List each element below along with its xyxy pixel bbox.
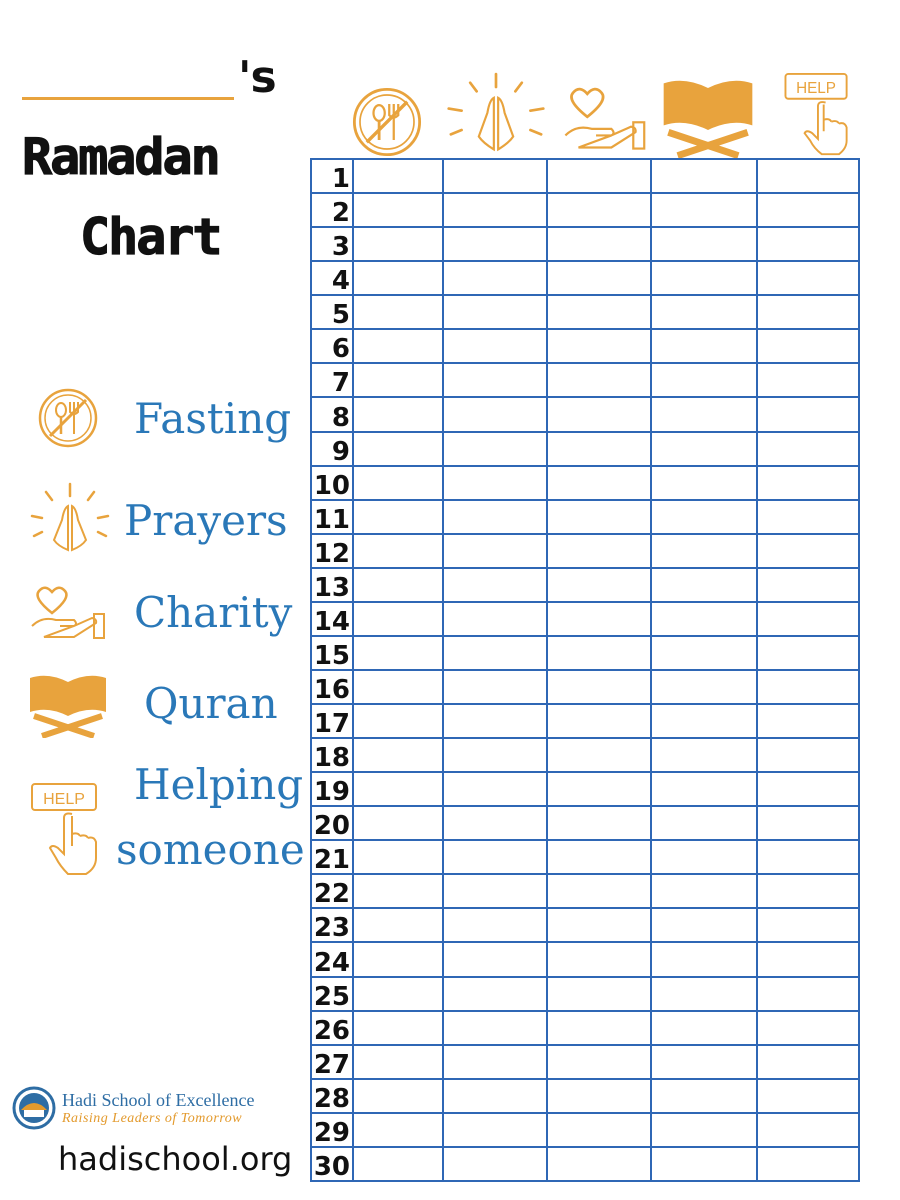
checkbox-cell-prayers[interactable] [443,1011,547,1045]
day-number: 22 [311,874,353,908]
checkbox-cell-prayers[interactable] [443,159,547,193]
help-button-text: HELP [43,791,85,808]
legend-item-charity [28,580,292,644]
open-quran-icon [659,74,757,158]
checkbox-cell-helping[interactable] [757,466,859,500]
column-header-prayers [440,72,552,158]
checkbox-cell-prayers[interactable] [443,261,547,295]
checkbox-cell-quran[interactable] [651,193,757,227]
checkbox-cell-quran[interactable] [651,397,757,431]
checkbox-cell-quran[interactable] [651,942,757,976]
checkbox-cell-helping[interactable] [757,261,859,295]
checkbox-cell-quran[interactable] [651,466,757,500]
day-row [311,432,859,466]
legend-label-prayers: Prayers [124,495,288,545]
day-number: 28 [311,1079,353,1113]
checkbox-cell-helping[interactable] [757,227,859,261]
checkbox-cell-quran[interactable] [651,602,757,636]
day-row [311,942,859,976]
checkbox-cell-helping[interactable] [757,1045,859,1079]
page-title-line2: Chart [80,208,221,266]
checkbox-cell-charity[interactable] [547,738,651,772]
checkbox-cell-prayers[interactable] [443,738,547,772]
day-row [311,977,859,1011]
checkbox-cell-helping[interactable] [757,534,859,568]
day-number: 15 [311,636,353,670]
checkbox-cell-fasting[interactable] [353,977,443,1011]
day-row [311,329,859,363]
checkbox-cell-prayers[interactable] [443,636,547,670]
checkbox-cell-charity[interactable] [547,670,651,704]
checkbox-cell-helping[interactable] [757,329,859,363]
checkbox-cell-quran[interactable] [651,977,757,1011]
checkbox-cell-quran[interactable] [651,1079,757,1113]
checkbox-cell-helping[interactable] [757,1011,859,1045]
day-number: 13 [311,568,353,602]
day-row [311,534,859,568]
day-number: 6 [311,329,353,363]
checkbox-cell-charity[interactable] [547,432,651,466]
checkbox-cell-quran[interactable] [651,1147,757,1181]
checkbox-cell-fasting[interactable] [353,1045,443,1079]
legend-item-quran [26,668,278,738]
checkbox-cell-fasting[interactable] [353,1011,443,1045]
day-row [311,261,859,295]
checkbox-cell-charity[interactable] [547,636,651,670]
heart-hand-icon [28,580,112,644]
checkbox-cell-helping[interactable] [757,568,859,602]
checkbox-cell-prayers[interactable] [443,1113,547,1147]
checkbox-cell-quran[interactable] [651,363,757,397]
day-row [311,227,859,261]
day-number: 9 [311,432,353,466]
checkbox-cell-charity[interactable] [547,466,651,500]
day-number: 29 [311,1113,353,1147]
checkbox-cell-charity[interactable] [547,500,651,534]
checkbox-cell-quran[interactable] [651,704,757,738]
checkbox-cell-fasting[interactable] [353,1079,443,1113]
checkbox-cell-prayers[interactable] [443,329,547,363]
checkbox-cell-charity[interactable] [547,977,651,1011]
checkbox-cell-charity[interactable] [547,704,651,738]
checkbox-cell-fasting[interactable] [353,908,443,942]
day-row [311,159,859,193]
day-number: 17 [311,704,353,738]
checkbox-cell-quran[interactable] [651,840,757,874]
day-row [311,772,859,806]
legend-item-helping [28,760,305,880]
possessive-suffix: 's [238,52,276,103]
day-row [311,874,859,908]
checkbox-cell-prayers[interactable] [443,704,547,738]
checkbox-cell-fasting[interactable] [353,942,443,976]
checkbox-cell-fasting[interactable] [353,193,443,227]
day-number: 11 [311,500,353,534]
checkbox-cell-helping[interactable] [757,1113,859,1147]
checkbox-cell-helping[interactable] [757,295,859,329]
day-number: 20 [311,806,353,840]
checkbox-cell-charity[interactable] [547,908,651,942]
checkbox-cell-prayers[interactable] [443,500,547,534]
school-name: Hadi School of Excellence [62,1089,255,1110]
checkbox-cell-prayers[interactable] [443,874,547,908]
legend-label-helping-line1: Helping [134,760,304,809]
checkbox-cell-fasting[interactable] [353,840,443,874]
day-row [311,806,859,840]
checkbox-cell-prayers[interactable] [443,840,547,874]
column-header-quran [658,72,758,158]
day-number: 27 [311,1045,353,1079]
checkbox-cell-charity[interactable] [547,1113,651,1147]
checkbox-cell-fasting[interactable] [353,159,443,193]
checkbox-cell-prayers[interactable] [443,977,547,1011]
checkbox-cell-prayers[interactable] [443,1147,547,1181]
legend-label-quran: Quran [144,678,278,728]
checkbox-cell-charity[interactable] [547,874,651,908]
checkbox-cell-helping[interactable] [757,806,859,840]
checkbox-cell-charity[interactable] [547,942,651,976]
day-row [311,397,859,431]
day-number: 23 [311,908,353,942]
day-row [311,840,859,874]
legend-label-helping-line2: someone [116,825,305,874]
checkbox-cell-quran[interactable] [651,534,757,568]
checkbox-cell-charity[interactable] [547,1147,651,1181]
page-title-line1: Ramadan [22,128,219,186]
checkbox-cell-charity[interactable] [547,159,651,193]
checkbox-cell-fasting[interactable] [353,397,443,431]
checkbox-cell-prayers[interactable] [443,397,547,431]
checkbox-cell-charity[interactable] [547,806,651,840]
day-number: 7 [311,363,353,397]
checkbox-cell-quran[interactable] [651,806,757,840]
checkbox-cell-quran[interactable] [651,772,757,806]
day-row [311,363,859,397]
checkbox-cell-prayers[interactable] [443,432,547,466]
column-header-helping [774,72,860,158]
tracking-grid [310,158,860,1182]
checkbox-cell-charity[interactable] [547,1079,651,1113]
day-number: 25 [311,977,353,1011]
checkbox-cell-charity[interactable] [547,568,651,602]
checkbox-cell-fasting[interactable] [353,806,443,840]
day-number: 18 [311,738,353,772]
day-row [311,1011,859,1045]
checkbox-cell-fasting[interactable] [353,432,443,466]
checkbox-cell-fasting[interactable] [353,670,443,704]
checkbox-cell-prayers[interactable] [443,534,547,568]
checkbox-cell-charity[interactable] [547,1045,651,1079]
day-row [311,1079,859,1113]
day-row [311,295,859,329]
checkbox-cell-charity[interactable] [547,363,651,397]
day-row [311,1147,859,1181]
legend-item-prayers [20,480,288,560]
checkbox-cell-charity[interactable] [547,329,651,363]
day-number: 19 [311,772,353,806]
day-number: 30 [311,1147,353,1181]
praying-hands-icon [440,72,552,158]
name-blank-line[interactable] [22,97,234,100]
checkbox-cell-helping[interactable] [757,840,859,874]
day-number: 12 [311,534,353,568]
checkbox-cell-helping[interactable] [757,874,859,908]
checkbox-cell-helping[interactable] [757,432,859,466]
column-header-charity [560,72,654,158]
column-header-fasting [350,72,424,158]
checkbox-cell-fasting[interactable] [353,568,443,602]
school-logo [12,1086,254,1130]
day-row [311,500,859,534]
legend-item-fasting [28,386,291,450]
day-number: 14 [311,602,353,636]
checkbox-cell-helping[interactable] [757,602,859,636]
checkbox-cell-fasting[interactable] [353,261,443,295]
checkbox-cell-charity[interactable] [547,840,651,874]
checkbox-cell-prayers[interactable] [443,942,547,976]
legend-label-charity: Charity [134,587,293,637]
checkbox-cell-charity[interactable] [547,397,651,431]
checkbox-cell-fasting[interactable] [353,772,443,806]
checkbox-cell-helping[interactable] [757,942,859,976]
day-row [311,704,859,738]
checkbox-cell-helping[interactable] [757,704,859,738]
checkbox-cell-charity[interactable] [547,295,651,329]
open-quran-icon [26,668,110,738]
checkbox-cell-fasting[interactable] [353,329,443,363]
checkbox-cell-quran[interactable] [651,329,757,363]
day-row [311,602,859,636]
heart-hand-icon [561,80,653,158]
checkbox-cell-fasting[interactable] [353,363,443,397]
day-number: 2 [311,193,353,227]
checkbox-cell-charity[interactable] [547,261,651,295]
checkbox-cell-fasting[interactable] [353,738,443,772]
checkbox-cell-prayers[interactable] [443,466,547,500]
checkbox-cell-fasting[interactable] [353,602,443,636]
day-row [311,1045,859,1079]
day-number: 10 [311,466,353,500]
checkbox-cell-quran[interactable] [651,568,757,602]
day-row [311,908,859,942]
school-badge-icon [12,1086,56,1130]
checkbox-cell-charity[interactable] [547,1011,651,1045]
checkbox-cell-charity[interactable] [547,534,651,568]
checkbox-cell-quran[interactable] [651,738,757,772]
checkbox-cell-quran[interactable] [651,636,757,670]
day-number: 3 [311,227,353,261]
checkbox-cell-helping[interactable] [757,159,859,193]
checkbox-cell-helping[interactable] [757,670,859,704]
day-number: 4 [311,261,353,295]
checkbox-cell-helping[interactable] [757,363,859,397]
checkbox-cell-quran[interactable] [651,227,757,261]
checkbox-cell-charity[interactable] [547,602,651,636]
help-button-text: HELP [796,80,836,98]
day-number: 16 [311,670,353,704]
checkbox-cell-fasting[interactable] [353,704,443,738]
checkbox-cell-quran[interactable] [651,670,757,704]
checkbox-cell-helping[interactable] [757,1147,859,1181]
day-row [311,670,859,704]
checkbox-cell-helping[interactable] [757,772,859,806]
praying-hands-icon [20,480,120,560]
checkbox-cell-helping[interactable] [757,977,859,1011]
checkbox-cell-prayers[interactable] [443,602,547,636]
checkbox-cell-helping[interactable] [757,908,859,942]
day-number: 24 [311,942,353,976]
checkbox-cell-fasting[interactable] [353,1147,443,1181]
checkbox-cell-prayers[interactable] [443,772,547,806]
checkbox-cell-fasting[interactable] [353,500,443,534]
checkbox-cell-prayers[interactable] [443,568,547,602]
checkbox-cell-prayers[interactable] [443,806,547,840]
checkbox-cell-quran[interactable] [651,295,757,329]
day-row [311,636,859,670]
legend-label-fasting: Fasting [134,393,292,443]
day-row [311,568,859,602]
checkbox-cell-helping[interactable] [757,193,859,227]
no-food-icon [28,386,108,450]
school-tagline: Raising Leaders of Tomorrow [62,1110,243,1126]
checkbox-cell-quran[interactable] [651,1113,757,1147]
checkbox-cell-quran[interactable] [651,1011,757,1045]
day-row [311,466,859,500]
legend-label-helping [116,760,305,874]
day-row [311,1113,859,1147]
checkbox-cell-fasting[interactable] [353,295,443,329]
checkbox-cell-prayers[interactable] [443,670,547,704]
checkbox-cell-quran[interactable] [651,1045,757,1079]
checkbox-cell-quran[interactable] [651,500,757,534]
no-food-icon [351,86,423,158]
checkbox-cell-prayers[interactable] [443,908,547,942]
help-button-icon [28,780,102,880]
checkbox-cell-fasting[interactable] [353,636,443,670]
day-number: 5 [311,295,353,329]
checkbox-cell-fasting[interactable] [353,466,443,500]
checkbox-cell-prayers[interactable] [443,193,547,227]
help-button-icon [775,72,859,158]
checkbox-cell-fasting[interactable] [353,874,443,908]
checkbox-cell-quran[interactable] [651,159,757,193]
checkbox-cell-fasting[interactable] [353,227,443,261]
day-number: 21 [311,840,353,874]
day-number: 8 [311,397,353,431]
checkbox-cell-fasting[interactable] [353,534,443,568]
checkbox-cell-quran[interactable] [651,261,757,295]
website-link[interactable]: hadischool.org [58,1140,293,1178]
day-row [311,738,859,772]
checkbox-cell-prayers[interactable] [443,295,547,329]
checkbox-cell-fasting[interactable] [353,1113,443,1147]
checkbox-cell-helping[interactable] [757,500,859,534]
checkbox-cell-helping[interactable] [757,738,859,772]
checkbox-cell-prayers[interactable] [443,1079,547,1113]
checkbox-cell-helping[interactable] [757,397,859,431]
checkbox-cell-quran[interactable] [651,874,757,908]
checkbox-cell-prayers[interactable] [443,1045,547,1079]
checkbox-cell-prayers[interactable] [443,363,547,397]
tracking-table-body [311,159,859,1181]
checkbox-cell-charity[interactable] [547,227,651,261]
checkbox-cell-helping[interactable] [757,636,859,670]
checkbox-cell-charity[interactable] [547,772,651,806]
checkbox-cell-charity[interactable] [547,193,651,227]
day-number: 26 [311,1011,353,1045]
checkbox-cell-quran[interactable] [651,432,757,466]
checkbox-cell-helping[interactable] [757,1079,859,1113]
day-number: 1 [311,159,353,193]
day-row [311,193,859,227]
checkbox-cell-prayers[interactable] [443,227,547,261]
tracking-table [310,158,860,1182]
checkbox-cell-quran[interactable] [651,908,757,942]
